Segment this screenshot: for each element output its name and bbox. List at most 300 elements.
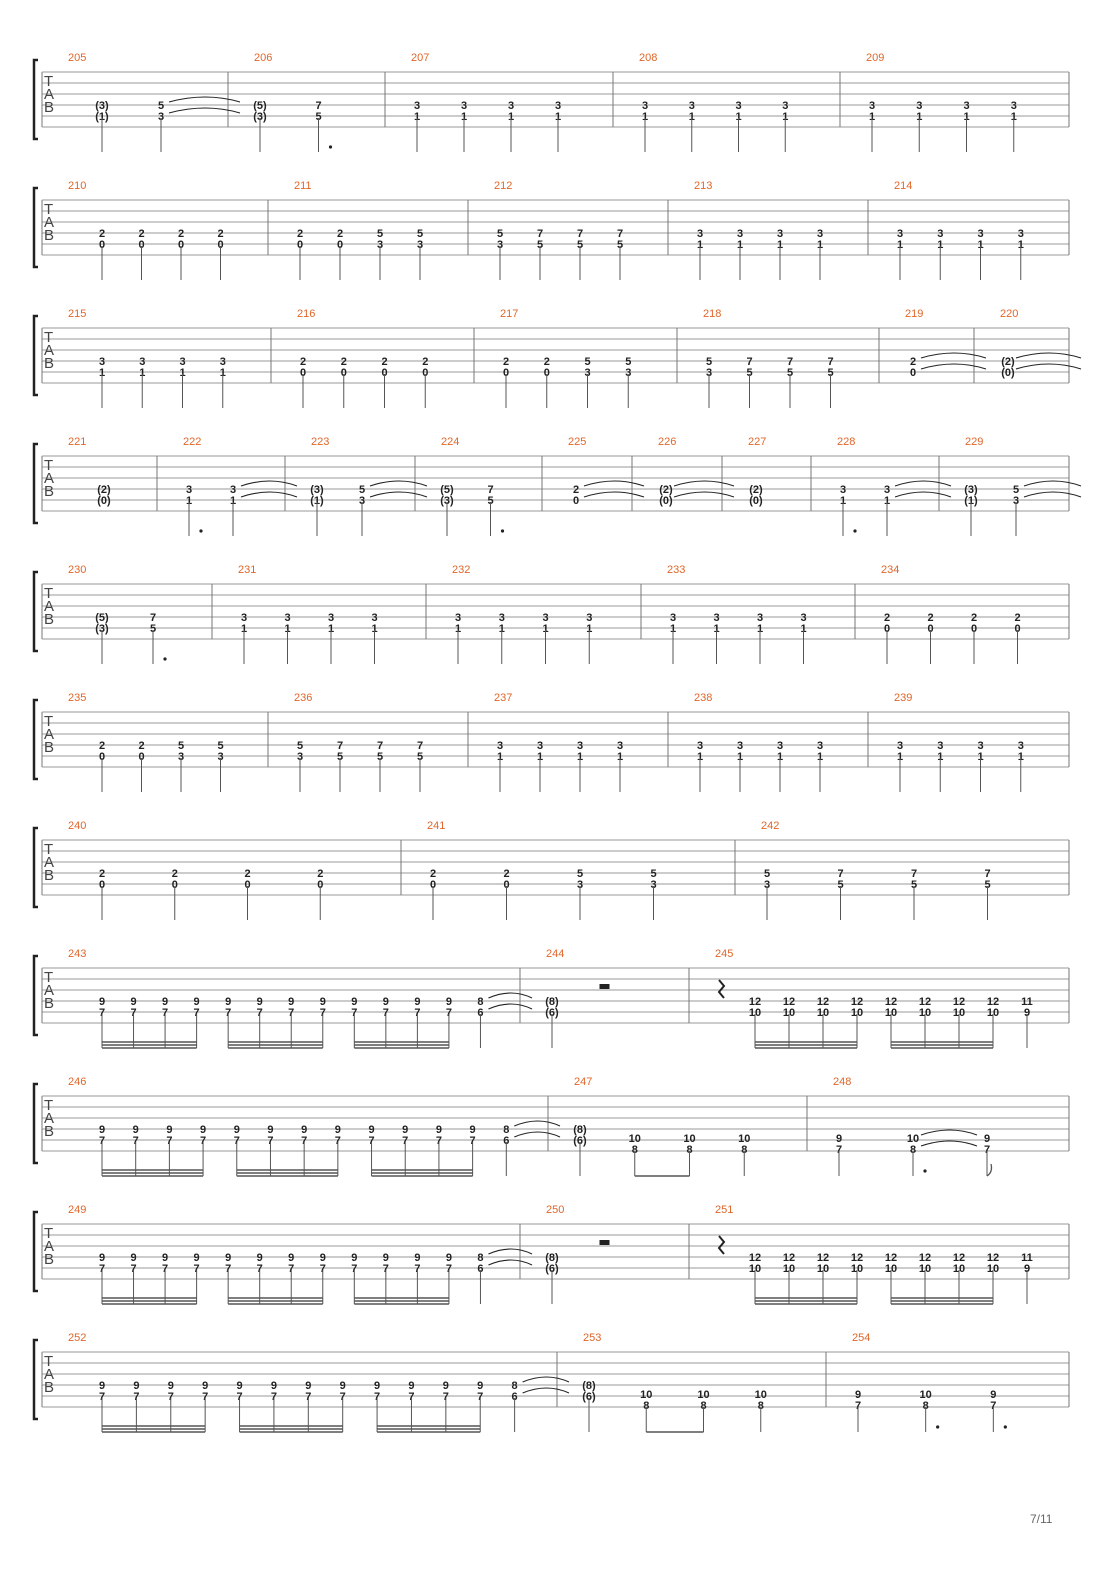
fret-number: 7 [382,1007,389,1019]
measure-number: 232 [452,564,471,576]
fret-number: 8 [477,996,484,1008]
measure [639,52,788,152]
tie-arc [488,1260,532,1265]
fret-number: 7 [445,1007,452,1019]
fret-number: 12 [918,996,932,1008]
fret-number: 12 [918,1252,932,1264]
measure-number: 224 [441,436,460,448]
fret-number: (3) [964,484,978,496]
measure [582,1332,767,1432]
fret-number: 7 [835,1144,843,1156]
fret-number: 8 [686,1144,693,1156]
fret-number: (5) [440,484,454,496]
tab-clef-letter: A [44,1110,55,1127]
system-bracket [34,828,38,907]
fret-number: 12 [816,1252,830,1264]
fret-number: 6 [477,1263,484,1275]
fret-number: 3 [358,495,366,507]
fret-number: 1 [868,111,876,123]
tie-arc [370,492,427,497]
fret-number: 1 [507,111,515,123]
tie-arc [488,1249,532,1254]
fret-number: 9 [983,1133,991,1145]
fret-number: 7 [288,1007,295,1019]
fret-number: 3 [696,740,704,752]
tab-clef-letter: B [44,1251,55,1268]
fret-number: 9 [166,1124,173,1136]
tab-system [34,692,1069,792]
tab-system [34,308,1081,408]
fret-number: 7 [576,228,584,240]
fret-number: (3) [95,623,109,635]
fret-number: 0 [98,751,106,763]
fret-number: 10 [952,1263,966,1275]
fret-number: 1 [536,751,544,763]
fret-number: 9 [130,996,137,1008]
fret-number: 9 [835,1133,843,1145]
system-bracket [34,1340,38,1419]
fret-number: 7 [351,1007,358,1019]
measure-number: 254 [852,1332,871,1344]
fret-number: 7 [746,356,753,368]
measure-number: 211 [294,180,312,192]
measure [894,692,1024,792]
fret-number: 5 [336,751,344,763]
fret-number: 7 [336,740,344,752]
measure [881,564,1021,664]
fret-number: 0 [909,367,917,379]
fret-number: 10 [918,1007,932,1019]
fret-number: 3 [498,612,505,624]
fret-number: 9 [319,1252,326,1264]
fret-number: 7 [402,1135,409,1147]
fret-number: 3 [896,228,904,240]
tab-clef-letter: T [44,73,54,90]
fret-number: 7 [225,1263,232,1275]
fret-number: 10 [748,1263,762,1275]
measure-number: 251 [715,1204,734,1216]
fret-number: 9 [442,1380,449,1392]
fret-number: 7 [301,1135,308,1147]
fret-number: 1 [616,751,624,763]
fret-number: 2 [381,356,388,368]
fret-number: 5 [576,868,584,880]
fret-number: 7 [202,1391,209,1403]
system-bracket [34,188,38,267]
fret-number: 3 [1017,740,1024,752]
fret-number: 5 [487,495,494,507]
measure [494,180,623,280]
fret-number: 7 [319,1263,326,1275]
fret-number: 5 [217,740,224,752]
fret-number: 10 [986,1007,1000,1019]
measure-number: 233 [667,564,686,576]
fret-number: (0) [749,495,763,507]
half-rest [600,1240,610,1245]
fret-number: 3 [584,367,591,379]
fret-number: 3 [240,612,248,624]
fret-number: 9 [200,1124,207,1136]
fret-number: (5) [253,100,267,112]
fret-number: 5 [358,484,366,496]
fret-number: 1 [327,623,335,635]
measure-number: 222 [183,436,202,448]
fret-number: 1 [669,623,677,635]
measure-number: 250 [546,1204,565,1216]
fret-number: 3 [800,612,807,624]
tab-system [34,1076,1069,1176]
fret-number: (0) [1001,367,1015,379]
measure-number: 228 [837,436,856,448]
fret-number: 0 [98,239,106,251]
fret-number: 12 [850,1252,864,1264]
fret-number: 7 [149,612,157,624]
measure [452,564,592,664]
tab-system [34,1332,1069,1432]
tab-clef-letter: B [44,1123,55,1140]
tab-clef-letter: B [44,739,55,756]
fret-number: 7 [339,1391,346,1403]
fret-number: 3 [816,740,824,752]
quarter-rest [719,1236,724,1254]
fret-number: 1 [713,623,720,635]
fret-number: 2 [138,228,145,240]
fret-number: 8 [631,1144,638,1156]
fret-number: 5 [746,367,753,379]
fret-number: 7 [193,1263,200,1275]
fret-number: 3 [735,100,742,112]
measure [500,308,631,408]
fret-number: 9 [351,1252,358,1264]
fret-number: 1 [696,239,704,251]
fret-number: (8) [573,1124,587,1136]
fret-number: 7 [267,1135,274,1147]
fret-number: 7 [98,1391,106,1403]
fret-number: 0 [381,367,388,379]
fret-number: 9 [990,1389,997,1401]
fret-number: 0 [422,367,429,379]
fret-number: 7 [477,1391,484,1403]
fret-number: 9 [98,996,106,1008]
fret-number: 3 [669,612,677,624]
tab-clef-letter: B [44,611,55,628]
fret-number: 9 [193,1252,200,1264]
page-number: 7/11 [1030,1512,1053,1526]
measure [253,52,332,152]
measure-number: 215 [68,308,87,320]
fret-number: 9 [98,1124,106,1136]
fret-number: 0 [543,367,550,379]
fret-number: 10 [697,1389,710,1401]
fret-number: 3 [496,239,504,251]
fret-number: 7 [130,1007,137,1019]
tie-arc [514,1132,560,1137]
half-rest [600,984,610,989]
fret-number: 1 [496,751,504,763]
fret-number: 7 [854,1400,862,1412]
tab-clef-letter: B [44,1379,55,1396]
fret-number: 7 [270,1391,277,1403]
measure [833,1076,992,1176]
measure-number: 243 [68,948,87,960]
tab-clef-letter: T [44,457,54,474]
measure-number: 247 [574,1076,593,1088]
fret-number: 10 [738,1133,751,1145]
fret-number: 1 [139,367,146,379]
tie-arc [370,481,427,486]
fret-number: 2 [429,868,437,880]
tie-arc [921,353,986,358]
measure-number: 213 [694,180,713,192]
tie-arc [169,108,240,113]
fret-number: 5 [296,740,304,752]
tab-system [34,1204,1069,1304]
fret-number: 9 [445,1252,452,1264]
measure-number: 207 [411,52,430,64]
tab-clef-letter: B [44,355,55,372]
fret-number: 0 [883,623,891,635]
fret-number: (1) [310,495,324,507]
tab-clef-letter: A [44,982,55,999]
fret-number: 0 [217,239,224,251]
measure [545,1204,609,1304]
fret-number: 3 [896,740,904,752]
measure [715,948,1033,1048]
fret-number: (2) [659,484,673,496]
measure-number: 229 [965,436,984,448]
measure [894,180,1024,280]
fret-number: 3 [937,228,944,240]
measure [68,308,226,408]
tie-arc [674,492,734,497]
measure-number: 212 [494,180,513,192]
note-flag [987,1164,992,1176]
fret-number: 3 [616,740,624,752]
fret-number: 9 [477,1380,484,1392]
fret-number: 9 [305,1380,312,1392]
fret-number: 1 [816,239,824,251]
tab-clef-letter: T [44,1097,54,1114]
fret-number: 1 [219,367,226,379]
fret-number: (2) [1001,356,1015,368]
tie-arc [241,481,297,486]
fret-number: 1 [977,239,984,251]
fret-number: 3 [413,100,421,112]
measure [748,436,766,507]
fret-number: 3 [554,100,562,112]
measure-number: 241 [427,820,446,832]
fret-number: 3 [371,612,378,624]
fret-number: (8) [582,1380,596,1392]
fret-number: 3 [963,100,970,112]
system-bracket [34,1212,38,1291]
fret-number: 2 [171,868,178,880]
fret-number: 7 [98,1007,106,1019]
fret-number: 5 [576,239,584,251]
fret-number: 1 [554,111,562,123]
fret-number: 0 [1014,623,1021,635]
fret-number: 3 [868,100,876,112]
fret-number: 7 [236,1391,243,1403]
tie-arc [1016,364,1081,369]
measure-number: 208 [639,52,658,64]
fret-number: 2 [177,228,185,240]
fret-number: 7 [98,1135,106,1147]
fret-number: 3 [1010,100,1017,112]
measure-number: 231 [238,564,257,576]
measure-number: 239 [894,692,913,704]
dot [329,145,332,148]
fret-number: 8 [700,1400,707,1412]
tie-arc [895,492,951,497]
fret-number: 3 [177,751,185,763]
fret-number: 7 [319,1007,326,1019]
fret-number: 7 [414,1263,421,1275]
tab-clef-letter: B [44,483,55,500]
fret-number: 0 [336,239,344,251]
tab-clef-letter: A [44,1238,55,1255]
fret-number: 7 [469,1135,476,1147]
fret-number: 3 [327,612,335,624]
fret-number: 2 [883,612,891,624]
fret-number: 12 [884,1252,898,1264]
fret-number: 3 [816,228,824,240]
fret-number: 0 [98,879,106,891]
tab-clef-letter: T [44,969,54,986]
fret-number: 3 [763,879,771,891]
fret-number: 8 [643,1400,650,1412]
fret-number: 1 [883,495,891,507]
fret-number: 3 [416,239,424,251]
fret-number: 5 [705,356,713,368]
tie-arc [488,993,532,998]
fret-number: 2 [1014,612,1021,624]
fret-number: 9 [301,1124,308,1136]
fret-number: 0 [429,879,437,891]
fret-number: 1 [185,495,193,507]
fret-number: (3) [95,100,109,112]
tie-arc [523,1388,569,1393]
fret-number: 5 [376,228,384,240]
fret-number: 10 [640,1389,653,1401]
fret-number: (6) [582,1391,596,1403]
tie-arc [674,481,734,486]
fret-number: 10 [919,1389,932,1401]
fret-number: 9 [1023,1263,1031,1275]
fret-number: 2 [572,484,580,496]
measure-number: 223 [311,436,330,448]
fret-number: 2 [296,228,304,240]
measure-number: 237 [494,692,513,704]
fret-number: 7 [374,1391,381,1403]
fret-number: 1 [776,239,784,251]
measure-number: 219 [905,308,924,320]
fret-number: 2 [217,228,224,240]
fret-number: 9 [334,1124,341,1136]
fret-number: 3 [507,100,515,112]
fret-number: (3) [440,495,454,507]
tab-system [34,52,1069,152]
fret-number: 3 [782,100,789,112]
tie-arc [921,364,986,369]
measure [703,308,834,408]
system-bracket [34,444,38,523]
fret-number: 12 [986,1252,1000,1264]
fret-number: 1 [454,623,462,635]
tab-clef-letter: A [44,86,55,103]
fret-number: 5 [616,239,624,251]
measure-number: 214 [894,180,913,192]
system-bracket [34,316,38,395]
measure [440,436,504,536]
fret-number: 7 [351,1263,358,1275]
fret-number: 3 [713,612,720,624]
measure [852,1332,1007,1432]
measure [68,692,224,792]
fret-number: 10 [884,1007,898,1019]
tab-system [34,180,1069,280]
tab-system [34,820,1069,920]
fret-number: 1 [542,623,549,635]
fret-number: 3 [217,751,224,763]
fret-number: 1 [240,623,248,635]
fret-number: 12 [850,996,864,1008]
fret-number: 5 [315,111,322,123]
fret-number: 11 [1021,996,1033,1008]
fret-number: 5 [496,228,504,240]
fret-number: 7 [990,1400,997,1412]
fret-number: 9 [382,1252,389,1264]
measure-number: 218 [703,308,722,320]
fret-number: 2 [244,868,251,880]
fret-number: 9 [1023,1007,1031,1019]
measure-number: 209 [866,52,885,64]
fret-number: 9 [133,1380,140,1392]
fret-number: 9 [130,1252,137,1264]
fret-number: 2 [299,356,307,368]
system-bracket [34,60,38,139]
fret-number: 6 [511,1391,518,1403]
fret-number: 3 [756,612,764,624]
measure-number: 235 [68,692,87,704]
measure [866,52,1017,152]
fret-number: 3 [460,100,468,112]
measure-number: 216 [297,308,316,320]
fret-number: 3 [586,612,593,624]
fret-number: 9 [414,996,421,1008]
fret-number: 9 [225,996,232,1008]
fret-number: 1 [816,751,824,763]
fret-number: 7 [334,1135,341,1147]
fret-number: 7 [225,1007,232,1019]
measure-number: 246 [68,1076,87,1088]
tab-clef-letter: T [44,841,54,858]
fret-number: 10 [850,1263,864,1275]
fret-number: 3 [650,879,657,891]
tie-arc [895,481,951,486]
dot [199,529,202,532]
fret-number: 9 [339,1380,346,1392]
fret-number: 3 [157,111,165,123]
fret-number: 7 [167,1391,174,1403]
fret-number: 7 [382,1263,389,1275]
fret-number: 7 [442,1391,449,1403]
fret-number: 3 [641,100,649,112]
fret-number: 3 [736,228,744,240]
dot [936,1425,939,1428]
fret-number: 9 [288,996,295,1008]
fret-number: 1 [800,623,807,635]
